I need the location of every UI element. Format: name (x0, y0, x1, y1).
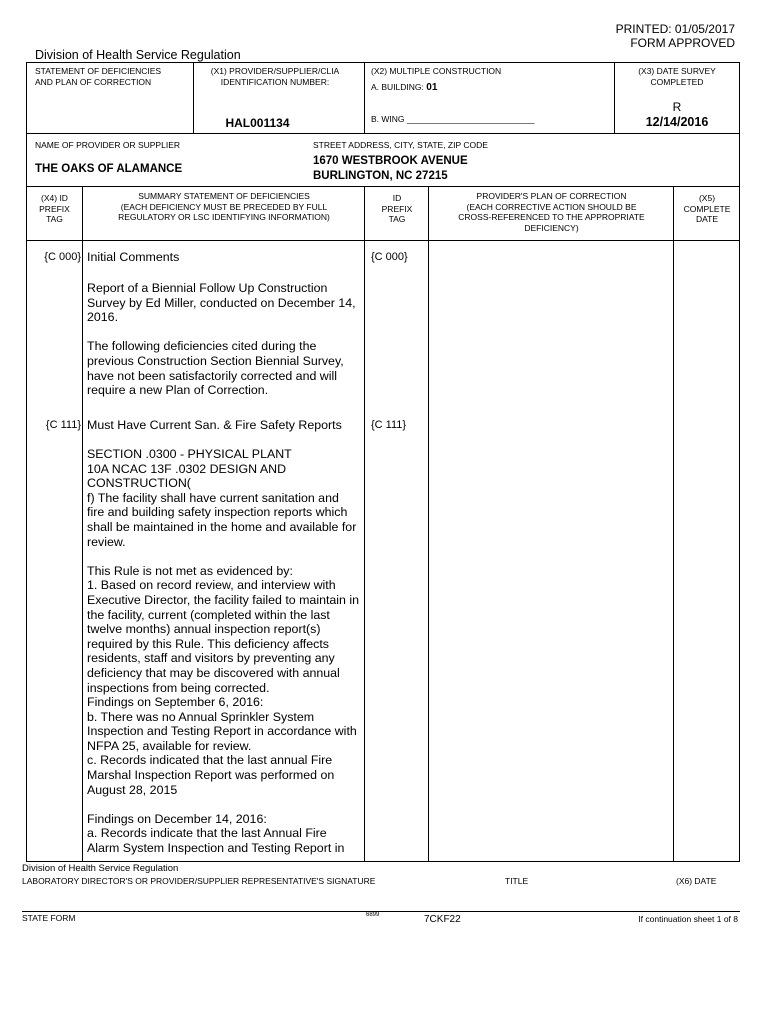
provider-id: HAL001134 (225, 116, 290, 130)
col-id-prefix-tag: ID PREFIX TAG (381, 193, 413, 224)
entry-plan-tag: {C 111} (371, 419, 407, 431)
statement-label: STATEMENT OF DEFICIENCIES AND PLAN OF CORRECTION (35, 66, 162, 87)
col-prefix-tag: (X4) ID PREFIX TAG (39, 193, 70, 224)
event-id: 7CKF22 (424, 914, 461, 925)
entry-tag: {C 000} (44, 251, 81, 263)
address-label: STREET ADDRESS, CITY, STATE, ZIP CODE (313, 140, 488, 150)
multiple-construction-label: (X2) MULTIPLE CONSTRUCTION (371, 66, 502, 76)
date-survey-label: (X3) DATE SURVEY COMPLETED (638, 66, 716, 87)
address-line1: 1670 WESTBROOK AVENUE (313, 155, 468, 167)
building-field (371, 82, 437, 94)
provider-id-label: (X1) PROVIDER/SUPPLIER/CLIA IDENTIFICATION NUMBER: (210, 66, 340, 87)
survey-code: R (672, 100, 682, 114)
col-complete-date: (X5) COMPLETE DATE (683, 193, 731, 224)
agency-name: Division of Health Service Regulation (35, 48, 241, 62)
provider-name: THE OAKS OF ALAMANCE (35, 163, 183, 175)
col-plan: PROVIDER'S PLAN OF CORRECTION (EACH CORRECTIVE ACTION SHOULD BE CROSS-REFERENCED TO THE APPROPRIATE DEFICIENCY) (458, 191, 645, 233)
date-label: (X6) DATE (676, 876, 717, 886)
form-approved: FORM APPROVED (630, 36, 735, 50)
continuation-sheet: If continuation sheet 1 of 8 (638, 914, 738, 924)
wing-field: B. WING ___________________________ (371, 114, 535, 124)
address-line2: BURLINGTON, NC 27215 (313, 170, 448, 182)
entry-plan-tag: {C 000} (371, 251, 408, 263)
building-value: 01 (426, 82, 438, 93)
entry-tag: {C 111} (45, 419, 81, 431)
entry-title: Must Have Current San. & Fire Safety Reports (87, 418, 342, 432)
signature-label: LABORATORY DIRECTOR'S OR PROVIDER/SUPPLIER REPRESENTATIVE'S SIGNATURE (22, 876, 376, 886)
col-summary: SUMMARY STATEMENT OF DEFICIENCIES (EACH DEFICIENCY MUST BE PRECEDED BY FULL REGULATORY OR LSC IDENTIFYING INFORMATION) (118, 191, 330, 222)
footer-agency: Division of Health Service Regulation (22, 863, 179, 874)
provider-name-label: NAME OF PROVIDER OR SUPPLIER (35, 140, 180, 150)
state-form-label: STATE FORM (22, 913, 76, 923)
entry-text: Report of a Biennial Follow Up Construction Survey by Ed Miller, conducted on December 14, 2016. The following deficiencies cited during the previous Construction Section Biennial Survey, have not been satisfactorily corrected and will require a new Plan of Correction. (87, 281, 356, 398)
survey-date: 12/14/2016 (645, 115, 709, 129)
title-label: TITLE (505, 876, 529, 886)
printed-date: PRINTED: 01/05/2017 (615, 22, 735, 36)
entry-text: SECTION .0300 - PHYSICAL PLANT 10A NCAC 13F .0302 DESIGN AND CONSTRUCTION( f) The facility shall have current sanitation and fire and building safety inspection reports which shall be maintained in the home and available for review. This Rule is not met as evidenced by: 1. Based on record review, and interview with Executive Director, the facility failed to maintain in the facility, current (completed within the last twelve months) annual inspection report(s) required by this Rule. This deficiency affects residents, staff and visitors by preventing any deficiency that may be discovered with annual inspections from being corrected. Findings on September 6, 2016: b. There was no Annual Sprinkler System Inspection and Testing Report in accordance with NFPA 25, available for review. c. Records indicated that the last annual Fire Marshal Inspection Report was performed on August 28, 2015 Findings on December 14, 2016: a. Records indicate that the last Annual Fire Alarm System Inspection and Testing Report in (87, 447, 360, 856)
form-number: 6899 (366, 912, 380, 918)
building-label: A. BUILDING: (371, 82, 427, 92)
entry-title: Initial Comments (87, 250, 180, 264)
